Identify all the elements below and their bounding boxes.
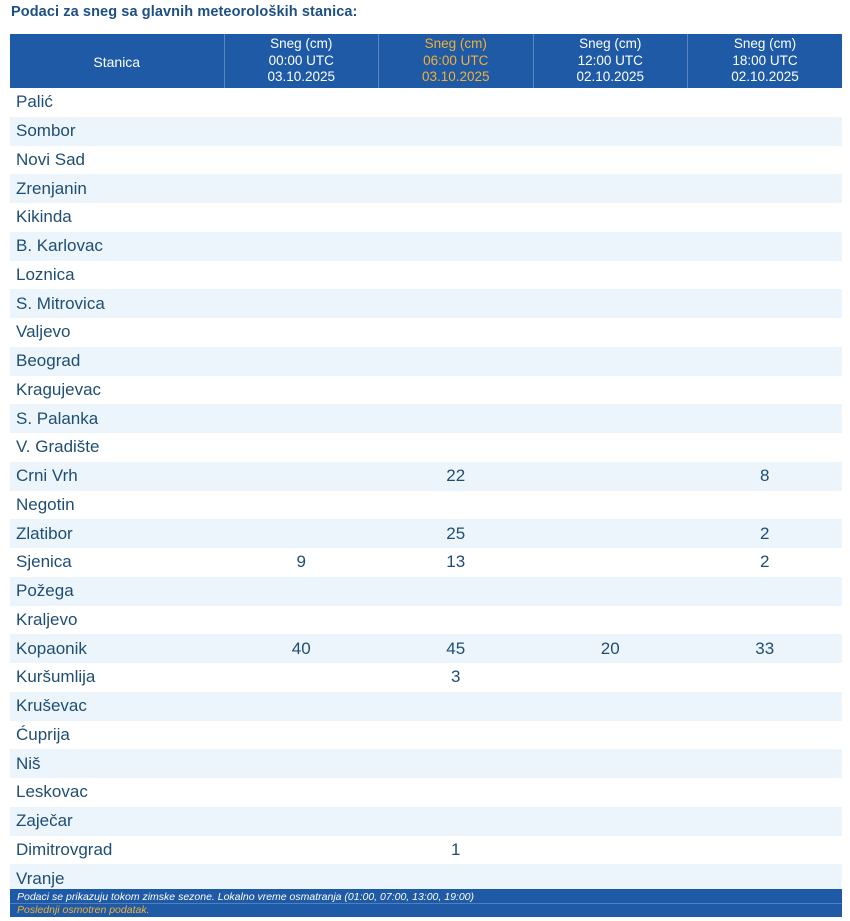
snow-value-cell: 9 (296, 552, 306, 572)
snow-value-cell (533, 548, 688, 577)
snow-value-cell (533, 462, 688, 491)
snow-value-cell (533, 146, 688, 175)
table-row (10, 577, 842, 606)
column-header-date: 03.10.2025 (267, 69, 336, 85)
snow-value-cell (688, 836, 843, 865)
station-name: Sjenica (16, 552, 72, 572)
table-row (10, 836, 842, 865)
snow-value-cell (224, 749, 379, 778)
snow-value-cell (379, 232, 534, 261)
table-row (10, 606, 842, 635)
table-row (10, 404, 842, 433)
snow-value-cell (379, 606, 534, 635)
station-name: Kikinda (16, 207, 72, 227)
column-header-label: Sneg (cm) (270, 36, 333, 52)
table-row (10, 318, 842, 347)
snow-value-cell (688, 433, 843, 462)
station-name: Beograd (10, 347, 224, 376)
snow-value-cell (688, 807, 843, 836)
snow-value-cell (688, 347, 843, 376)
column-header-time: 18:00 UTC (732, 52, 798, 68)
table-row (10, 232, 842, 261)
snow-value-cell (224, 88, 379, 117)
table-row (10, 663, 842, 692)
table-row (10, 203, 842, 232)
snow-value-cell (224, 606, 379, 635)
snow-value-cell (533, 807, 688, 836)
snow-value-cell (533, 836, 688, 865)
column-header-label: Sneg (cm) (733, 36, 797, 52)
station-name: Loznica (16, 264, 75, 284)
snow-value-cell (224, 347, 379, 376)
station-name: Ćuprija (16, 724, 70, 744)
snow-value-cell (224, 836, 379, 865)
station-name: S. Mitrovica (10, 289, 224, 318)
snow-value-cell (688, 88, 843, 117)
table-row (10, 174, 842, 203)
station-name: Valjevo (16, 322, 71, 342)
snow-value-cell (533, 749, 688, 778)
snow-value-cell (533, 721, 688, 750)
snow-value-cell: 33 (688, 634, 843, 663)
snow-value-cell (688, 232, 843, 261)
table-body (10, 88, 842, 893)
snow-value-cell (688, 491, 843, 520)
column-header-1 (224, 34, 379, 88)
snow-value-cell (224, 577, 379, 606)
snow-value-cell (533, 318, 688, 347)
snow-value-cell (533, 347, 688, 376)
snow-value-cell (533, 519, 688, 548)
station-name: B. Karlovac (10, 232, 224, 261)
snow-value-cell: 22 (379, 462, 534, 491)
station-name: V. Gradište (16, 437, 100, 457)
snow-value-cell: 8 (688, 462, 843, 491)
snow-value-cell (224, 117, 379, 146)
station-name: Požega (10, 577, 224, 606)
snow-value-cell (224, 146, 379, 175)
snow-value-cell: 2 (760, 552, 770, 572)
snow-value-cell: 40 (224, 634, 379, 663)
snow-value-cell (379, 577, 534, 606)
snow-value-cell (688, 261, 843, 290)
snow-value-cell (379, 778, 534, 807)
snow-value-cell (533, 491, 688, 520)
column-header-time: 12:00 UTC (577, 52, 643, 68)
station-name: Dimitrovgrad (16, 839, 113, 859)
snow-value-cell (224, 289, 379, 318)
snow-value-cell (688, 203, 843, 232)
snow-value-cell (688, 778, 843, 807)
table-row (10, 519, 842, 548)
table-row (10, 88, 842, 117)
snow-value-cell: 13 (446, 552, 466, 572)
snow-value-cell (533, 289, 688, 318)
table-header-row (10, 34, 842, 88)
snow-value-cell (379, 117, 534, 146)
snow-value-cell (224, 433, 379, 462)
snow-value-cell: 20 (533, 634, 688, 663)
snow-value-cell (379, 692, 534, 721)
snow-value-cell (533, 433, 688, 462)
table-row (10, 807, 842, 836)
snow-value-cell (379, 88, 534, 117)
snow-value-cell: 2 (688, 519, 843, 548)
column-header-3 (533, 34, 688, 88)
snow-value-cell (379, 807, 534, 836)
station-name: Kopaonik (10, 634, 224, 663)
station-name: Kuršumlija (16, 667, 96, 687)
table-row (10, 347, 842, 376)
table-row (10, 433, 842, 462)
snow-value-cell (224, 663, 379, 692)
snow-value-cell (688, 146, 843, 175)
snow-value-cell (688, 117, 843, 146)
snow-value-cell (379, 749, 534, 778)
snow-value-cell (533, 232, 688, 261)
snow-value-cell (533, 577, 688, 606)
table-row (10, 117, 842, 146)
snow-value-cell (379, 433, 534, 462)
snow-value-cell (533, 174, 688, 203)
station-name: Kraljevo (16, 609, 78, 629)
snow-value-cell (688, 663, 843, 692)
snow-value-cell: 1 (451, 839, 461, 859)
snow-value-cell (224, 174, 379, 203)
station-name: Kruševac (10, 692, 224, 721)
snow-value-cell (533, 117, 688, 146)
station-name: Leskovac (16, 782, 88, 802)
station-name: Zlatibor (10, 519, 224, 548)
snow-value-cell (533, 376, 688, 405)
snow-value-cell (688, 376, 843, 405)
table-row (10, 462, 842, 491)
snow-value-cell (379, 261, 534, 290)
table-row (10, 376, 842, 405)
snow-value-cell (533, 404, 688, 433)
snow-value-cell (224, 203, 379, 232)
snow-value-cell (379, 289, 534, 318)
table-row (10, 289, 842, 318)
table-row (10, 261, 842, 290)
table-row (10, 778, 842, 807)
column-header-time: 06:00 UTC (423, 52, 489, 68)
station-name: Vranje (10, 864, 224, 893)
table-row (10, 721, 842, 750)
snow-value-cell (224, 721, 379, 750)
table-row (10, 749, 842, 778)
snow-value-cell (688, 174, 843, 203)
snow-value-cell (224, 376, 379, 405)
snow-value-cell (533, 606, 688, 635)
column-header-date: 02.10.2025 (731, 69, 799, 85)
snow-value-cell (379, 203, 534, 232)
station-name: Crni Vrh (10, 462, 224, 491)
column-header-2 (379, 34, 534, 88)
snow-value-cell (688, 721, 843, 750)
snow-value-cell: 25 (379, 519, 534, 548)
column-header-date: 02.10.2025 (576, 69, 645, 85)
snow-value-cell (533, 663, 688, 692)
footer-latest-note: Poslednji osmotren podatak. (17, 904, 150, 916)
page-title: Podaci za sneg sa glavnih meteoroloških stanica: (11, 4, 358, 20)
snow-value-cell (533, 88, 688, 117)
footer-note: Podaci se prikazuju tokom zimske sezone. Lokalno vreme osmatranja (01:00, 07:00, 13:00, 19:00) (17, 891, 475, 903)
snow-value-cell (533, 778, 688, 807)
snow-value-cell (224, 318, 379, 347)
station-name: Zrenjanin (10, 174, 224, 203)
snow-value-cell (379, 491, 534, 520)
snow-value-cell (688, 577, 843, 606)
snow-value-cell (224, 519, 379, 548)
column-header-date: 03.10.2025 (421, 69, 490, 85)
station-name: Palić (16, 92, 53, 112)
table-row (10, 491, 842, 520)
station-name: Kragujevac (16, 379, 102, 399)
snow-value-cell: 3 (451, 667, 461, 687)
snow-value-cell (379, 376, 534, 405)
snow-value-cell (224, 491, 379, 520)
snow-value-cell (224, 462, 379, 491)
snow-value-cell (224, 807, 379, 836)
column-header-label: Sneg (cm) (424, 36, 487, 52)
snow-table (10, 34, 842, 893)
station-name: Negotin (16, 494, 75, 514)
column-header-station: Stanica (10, 34, 224, 88)
table-row (10, 548, 842, 577)
snow-value-cell (224, 232, 379, 261)
station-name: Novi Sad (16, 149, 85, 169)
snow-value-cell (224, 692, 379, 721)
snow-value-cell (688, 749, 843, 778)
column-header-time: 00:00 UTC (268, 52, 334, 68)
snow-value-cell (688, 606, 843, 635)
snow-value-cell (224, 404, 379, 433)
station-name: Zaječar (10, 807, 224, 836)
snow-value-cell (379, 404, 534, 433)
station-name: Sombor (10, 117, 224, 146)
station-name: S. Palanka (10, 404, 224, 433)
column-header-4 (688, 34, 843, 88)
snow-value-cell (533, 261, 688, 290)
table-row (10, 692, 842, 721)
table-row (10, 146, 842, 175)
snow-value-cell (688, 289, 843, 318)
snow-value-cell (688, 318, 843, 347)
snow-value-cell (379, 146, 534, 175)
table-footer (10, 889, 842, 917)
column-header-label: Sneg (cm) (579, 36, 642, 52)
snow-value-cell (379, 347, 534, 376)
snow-value-cell (688, 404, 843, 433)
station-name: Niš (10, 749, 224, 778)
snow-value-cell (688, 692, 843, 721)
snow-value-cell: 45 (379, 634, 534, 663)
snow-value-cell (379, 721, 534, 750)
table-row (10, 634, 842, 663)
snow-value-cell (379, 174, 534, 203)
snow-value-cell (533, 203, 688, 232)
snow-value-cell (533, 692, 688, 721)
snow-value-cell (224, 778, 379, 807)
snow-value-cell (224, 261, 379, 290)
snow-value-cell (379, 318, 534, 347)
